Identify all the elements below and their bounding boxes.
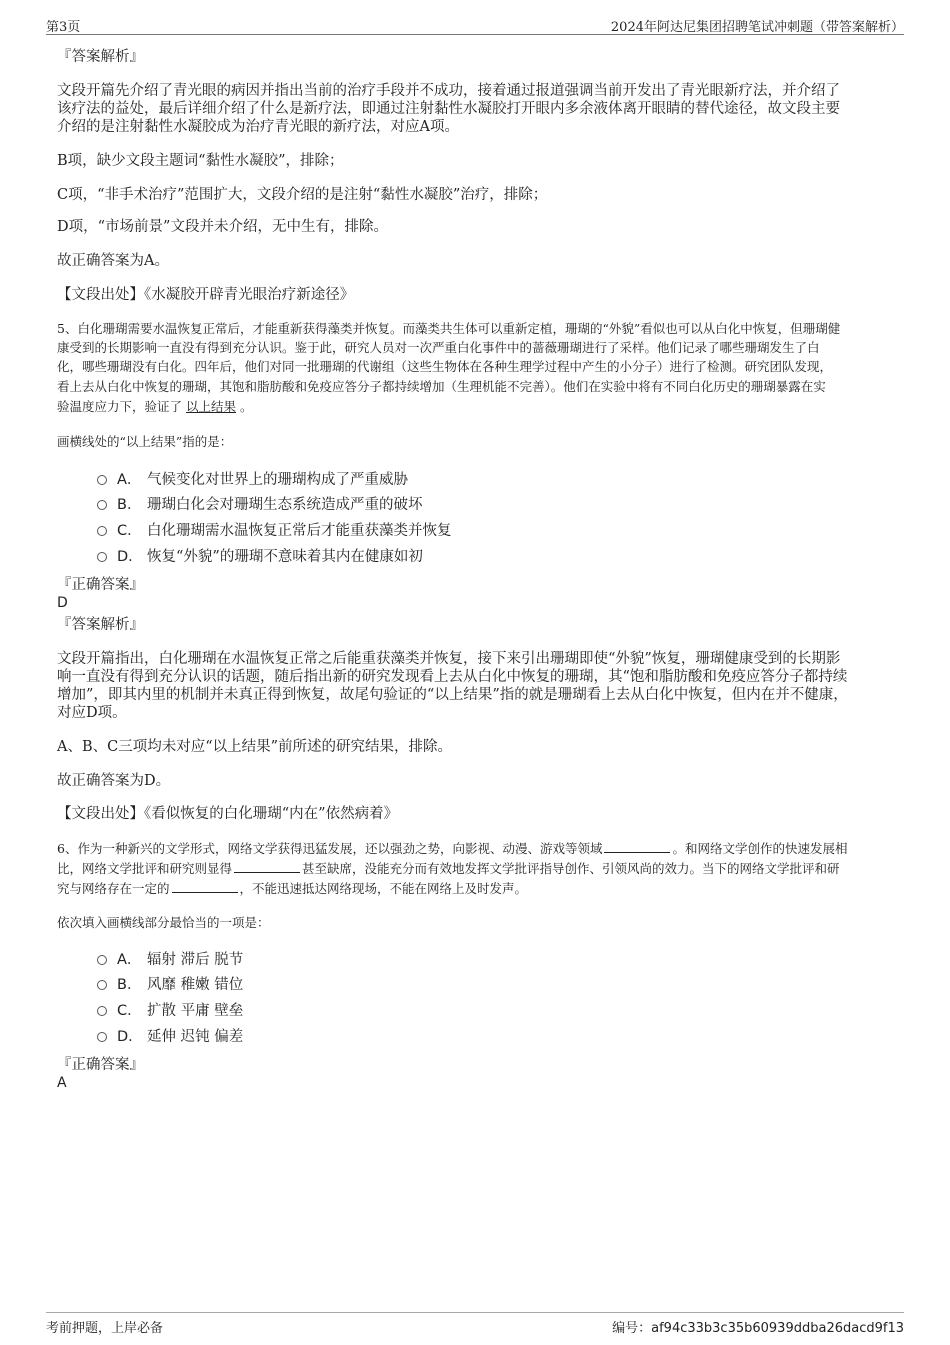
- page-header: [46, 14, 904, 35]
- fill-blank-3: [172, 881, 238, 893]
- q6-option-a[interactable]: A． 辐射 滞后 脱节: [97, 951, 243, 969]
- page-footer: [46, 1312, 904, 1335]
- q4-analysis-line-3: 介绍的是注射黏性水凝胶成为治疗青光眼的新疗法，对应A项。: [57, 119, 459, 135]
- q4-conclusion: 故正确答案为A。: [57, 253, 169, 269]
- q6-stem-line-1: 6、作为一种新兴的文学形式，网络文学获得迅猛发展，还以强劲之势，向影视、动漫、游戏等领域 。和网络文学创作的快速发展相: [57, 841, 848, 856]
- q5-option-b[interactable]: B． 珊瑚白化会对珊瑚生态系统造成严重的破坏: [97, 496, 423, 514]
- radio-icon[interactable]: [97, 1006, 107, 1016]
- q5-stem-line-4: 看上去从白化中恢复的珊瑚，其饱和脂肪酸和免疫应答分子都持续增加（生理机能不完善）。他们在实验中将有不同白化历史的珊瑚暴露在实: [57, 379, 826, 394]
- q5-stem-line-3: 化，哪些珊瑚没有白化。四年后，他们对同一批珊瑚的代谢组（这些生物体在各种生理学过程中产生的小分子）进行了检测。研究团队发现，: [57, 359, 833, 374]
- radio-icon[interactable]: [97, 552, 107, 562]
- q5-conclusion: 故正确答案为D。: [57, 773, 171, 789]
- q5-option-d[interactable]: D． 恢复“外貌”的珊瑚不意味着其内在健康如初: [97, 548, 423, 566]
- q5-answer: D: [57, 595, 68, 611]
- fill-blank-2: [234, 861, 300, 873]
- q5-analysis-label: 『答案解析』: [57, 617, 144, 633]
- q5-abc-analysis: A、B、C三项均未对应“以上结果”前所述的研究结果，排除。: [57, 739, 453, 755]
- q6-question: 依次填入画横线部分最恰当的一项是：: [57, 915, 270, 930]
- radio-icon[interactable]: [97, 1032, 107, 1042]
- q5-underlined-phrase: 以上结果: [186, 399, 237, 414]
- q5-answer-label: 『正确答案』: [57, 577, 144, 593]
- q6-answer: A: [57, 1075, 67, 1091]
- q4-source: 【文段出处】《水凝胶开辟青光眼治疗新途径》: [57, 287, 355, 303]
- q5-question: 画横线处的“以上结果”指的是：: [57, 434, 233, 449]
- q6-answer-label: 『正确答案』: [57, 1057, 144, 1073]
- q5-stem-prefix: 验温度应力下，验证了: [57, 399, 183, 414]
- q5-stem-line-1: 5、白化珊瑚需要水温恢复正常后，才能重新获得藻类并恢复。而藻类共生体可以重新定植，珊瑚的“外貌”看似也可以从白化中恢复，但珊瑚健: [57, 321, 841, 336]
- radio-icon[interactable]: [97, 955, 107, 965]
- footer-slogan: 考前押题，上岸必备: [46, 1321, 164, 1336]
- q5-source: 【文段出处】《看似恢复的白化珊瑚“内在”依然病着》: [57, 806, 399, 822]
- q6-option-b[interactable]: B． 风靡 稚嫩 错位: [97, 976, 243, 994]
- q4-option-c-analysis: C项，“非手术治疗”范围扩大，文段介绍的是注射“黏性水凝胶”治疗，排除；: [57, 187, 548, 203]
- q6-option-c[interactable]: C． 扩散 平庸 壁垒: [97, 1002, 243, 1020]
- q4-analysis-line-2: 该疗法的益处，最后详细介绍了什么是新疗法，即通过注射黏性水凝胶打开眼内多余液体离开眼睛的替代途径，故文段主要: [57, 101, 840, 117]
- q6-stem-line-3: 究与网络存在一定的 ，不能迅速抵达网络现场，不能在网络上及时发声。: [57, 881, 528, 896]
- q5-analysis-line-1: 文段开篇指出，白化珊瑚在水温恢复正常之后能重获藻类并恢复，接下来引出珊瑚即使“外貌”恢复，珊瑚健康受到的长期影: [57, 651, 841, 667]
- q5-option-a[interactable]: A． 气候变化对世界上的珊瑚构成了严重威胁: [97, 471, 408, 489]
- q4-analysis-line-1: 文段开篇先介绍了青光眼的病因并指出当前的治疗手段并不成功，接着通过报道强调当前开发出了青光眼新疗法，并介绍了: [57, 83, 840, 99]
- q5-stem-line-2: 康受到的长期影响一直没有得到充分认识。鉴于此，研究人员对一次严重白化事件中的蔷薇珊瑚进行了采样。他们记录了哪些珊瑚发生了白: [57, 340, 820, 355]
- page-number: 第3页: [46, 20, 81, 35]
- q4-option-d-analysis: D项，“市场前景”文段并未介绍，无中生有，排除。: [57, 219, 388, 235]
- document-code: 编号：af94c33b3c35b60939ddba26dacd9f13: [612, 1321, 904, 1336]
- radio-icon[interactable]: [97, 526, 107, 536]
- radio-icon[interactable]: [97, 500, 107, 510]
- q5-option-c[interactable]: C． 白化珊瑚需水温恢复正常后才能重获藻类并恢复: [97, 522, 452, 540]
- q5-analysis-line-2: 响一直没有得到充分认识的话题，随后指出新的研究发现看上去从白化中恢复的珊瑚，其“饱和脂肪酸和免疫应答分子都持续: [57, 669, 848, 685]
- fill-blank-1: [604, 841, 670, 853]
- q4-option-b-analysis: B项，缺少文段主题词“黏性水凝胶”，排除；: [57, 153, 344, 169]
- radio-icon[interactable]: [97, 475, 107, 485]
- q4-analysis-label: 『答案解析』: [57, 49, 144, 65]
- q6-option-d[interactable]: D． 延伸 迟钝 偏差: [97, 1028, 243, 1046]
- document-title: 2024年阿达尼集团招聘笔试冲刺题（带答案解析）: [610, 20, 904, 35]
- q6-stem-line-2: 比，网络文学批评和研究则显得 甚至缺席，没能充分而有效地发挥文学批评指导创作、引领风尚的效力。当下的网络文学批评和研: [57, 861, 840, 876]
- q5-analysis-line-4: 对应D项。: [57, 705, 127, 721]
- radio-icon[interactable]: [97, 980, 107, 990]
- q5-stem-line-5: [57, 397, 897, 416]
- q5-stem-suffix: 。: [240, 399, 253, 414]
- q5-analysis-line-3: 增加”，即其内里的机制并未真正得到恢复，故尾句验证的“以上结果”指的就是珊瑚看上去从白化中恢复，但内在并不健康，: [57, 687, 848, 703]
